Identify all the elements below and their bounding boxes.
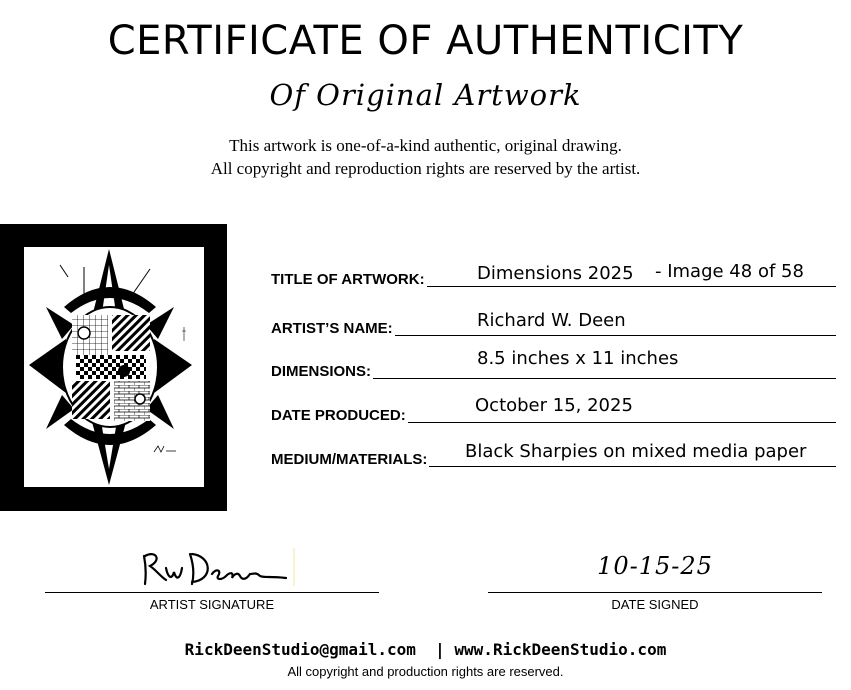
date-signed-line <box>488 592 822 593</box>
field-value: Dimensions 2025 <box>477 263 634 284</box>
date-signed-value: 10-15-25 <box>597 552 713 580</box>
field-value: Black Sharpies on mixed media paper <box>465 441 807 462</box>
footer-email[interactable]: RickDeenStudio@gmail.com <box>184 640 416 659</box>
artist-signature-line <box>45 592 379 593</box>
field-label: ARTIST’S NAME: <box>271 320 393 337</box>
field-label: DIMENSIONS: <box>271 363 372 380</box>
certificate-subtitle: Of Original Artwork <box>269 78 582 112</box>
field-dimensions <box>271 348 836 382</box>
artist-signature-caption: ARTIST SIGNATURE <box>149 597 275 612</box>
footer-separator: | <box>435 640 445 659</box>
field-value: Richard W. Deen <box>477 310 626 331</box>
date-signed-caption: DATE SIGNED <box>611 597 699 612</box>
intro-line-1: This artwork is one-of-a-kind authentic, original drawing. <box>229 136 622 155</box>
field-medium <box>271 440 836 470</box>
field-date-produced <box>271 396 836 426</box>
field-artist-name <box>271 309 836 339</box>
footer-rights: All copyright and production rights are reserved. <box>287 664 564 679</box>
field-label: MEDIUM/MATERIALS: <box>271 451 428 468</box>
footer-website[interactable]: www.RickDeenStudio.com <box>454 640 667 659</box>
field-label: DATE PRODUCED: <box>271 407 406 424</box>
field-value-extra: - Image 48 of 58 <box>655 261 804 282</box>
certificate-title: CERTIFICATE OF AUTHENTICITY <box>107 18 744 64</box>
artwork-thumbnail <box>0 224 227 511</box>
field-value: 8.5 inches x 11 inches <box>477 348 679 369</box>
intro-line-2: All copyright and reproduction rights are reserved by the artist. <box>210 159 641 178</box>
field-label: TITLE OF ARTWORK: <box>271 271 425 288</box>
field-title-of-artwork <box>271 260 836 290</box>
field-value: October 15, 2025 <box>475 395 633 416</box>
artist-signature-image <box>138 546 298 590</box>
geometric-ink-drawing-icon <box>24 247 204 487</box>
footer-contact <box>0 640 851 659</box>
